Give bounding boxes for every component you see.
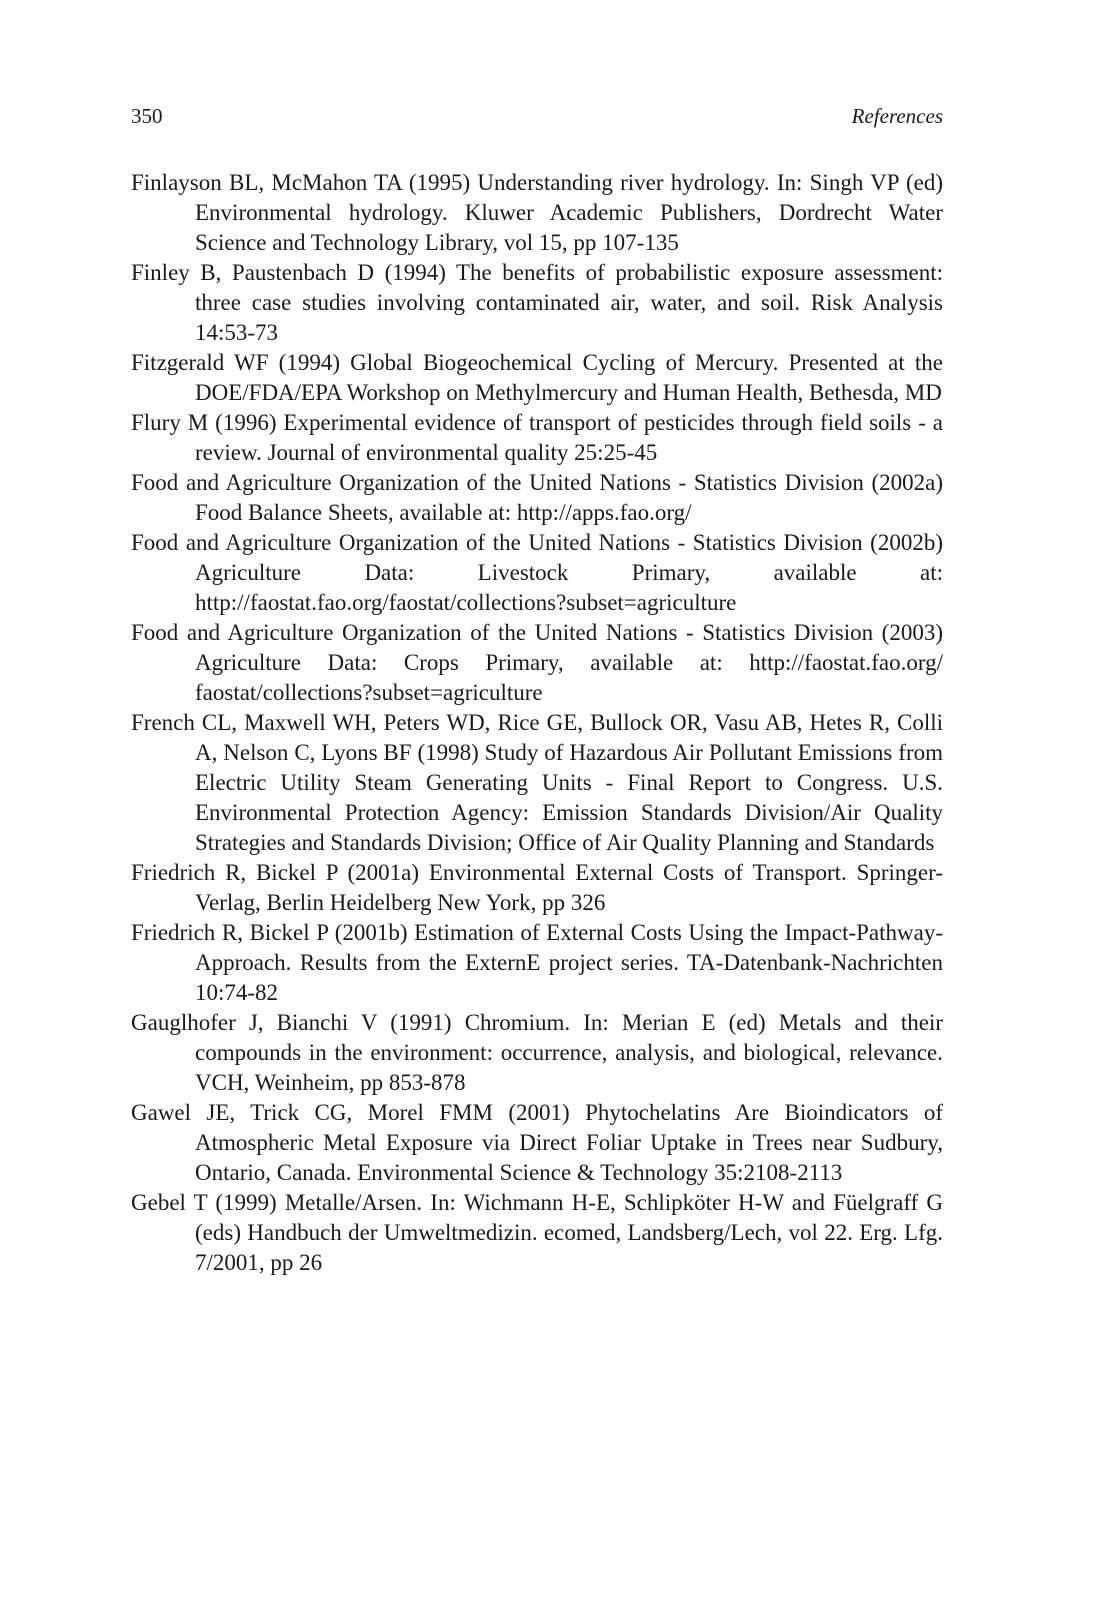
reference-entry: Gebel T (1999) Metalle/Arsen. In: Wichmann H-E, Schlipköter H-W and Füelgraff G (eds) Handbuch der Umweltmedizin. ecomed, Landsberg/Lech, vol 22. Erg. Lfg. 7/2001, pp 26 — [131, 1190, 943, 1275]
reference-list — [131, 168, 943, 1278]
reference-entry: Flury M (1996) Experimental evidence of transport of pesticides through field soils - a review. Journal of environmental quality 25:25-45 — [131, 410, 943, 465]
reference-entry: Fitzgerald WF (1994) Global Biogeochemical Cycling of Mercury. Presented at the DOE/FDA/EPA Workshop on Methylmercury and Human Health, Bethesda, MD — [131, 350, 943, 405]
reference-entry: Food and Agriculture Organization of the United Nations - Statistics Division (2003) Agriculture Data: Crops Primary, available at: http://faostat.fao.org/ faostat/collections?subset=agriculture — [131, 620, 943, 705]
running-head — [131, 104, 943, 134]
reference-entry: Friedrich R, Bickel P (2001a) Environmental External Costs of Transport. Springer-Verlag, Berlin Heidelberg New York, pp 326 — [131, 860, 943, 915]
reference-entry: Food and Agriculture Organization of the United Nations - Statistics Division (2002a) Food Balance Sheets, available at: http://apps.fao.org/ — [131, 470, 943, 525]
reference-entry: French CL, Maxwell WH, Peters WD, Rice GE, Bullock OR, Vasu AB, Hetes R, Colli A, Nelson C, Lyons BF (1998) Study of Hazardous Air Pollutant Emissions from Electric Utility Steam Generating Units - Final Report to Congress. U.S. Environmental Protection Agency: Emission Standards Division/Air Quality Strategies and Standards Division; Office of Air Quality Planning and Standards — [131, 710, 943, 855]
reference-entry: Gawel JE, Trick CG, Morel FMM (2001) Phytochelatins Are Bioindicators of Atmospheric Metal Exposure via Direct Foliar Uptake in Trees near Sudbury, Ontario, Canada. Environmental Science & Technology 35:2108-2113 — [131, 1100, 943, 1185]
reference-entry: Gauglhofer J, Bianchi V (1991) Chromium. In: Merian E (ed) Metals and their compounds in the environment: occurrence, analysis, and biological, relevance. VCH, Weinheim, pp 853-878 — [131, 1010, 943, 1095]
reference-entry: Finlayson BL, McMahon TA (1995) Understanding river hydrology. In: Singh VP (ed) Environmental hydrology. Kluwer Academic Publishers, Dordrecht Water Science and Technology Library, vol 15, pp 107-135 — [131, 170, 943, 255]
reference-entry: Friedrich R, Bickel P (2001b) Estimation of External Costs Using the Impact-Pathway-Approach. Results from the ExternE project series. TA-Datenbank-Nachrichten 10:74-82 — [131, 920, 943, 1005]
reference-entry: Finley B, Paustenbach D (1994) The benefits of probabilistic exposure assessment: three case studies involving contaminated air, water, and soil. Risk Analysis 14:53-73 — [131, 260, 943, 345]
reference-entry: Food and Agriculture Organization of the United Nations - Statistics Division (2002b) Agriculture Data: Livestock Primary, available at: http://faostat.fao.org/faostat/collections?subset=agriculture — [131, 530, 943, 615]
section-title: References — [851, 104, 943, 128]
page-number: 350 — [131, 104, 163, 128]
